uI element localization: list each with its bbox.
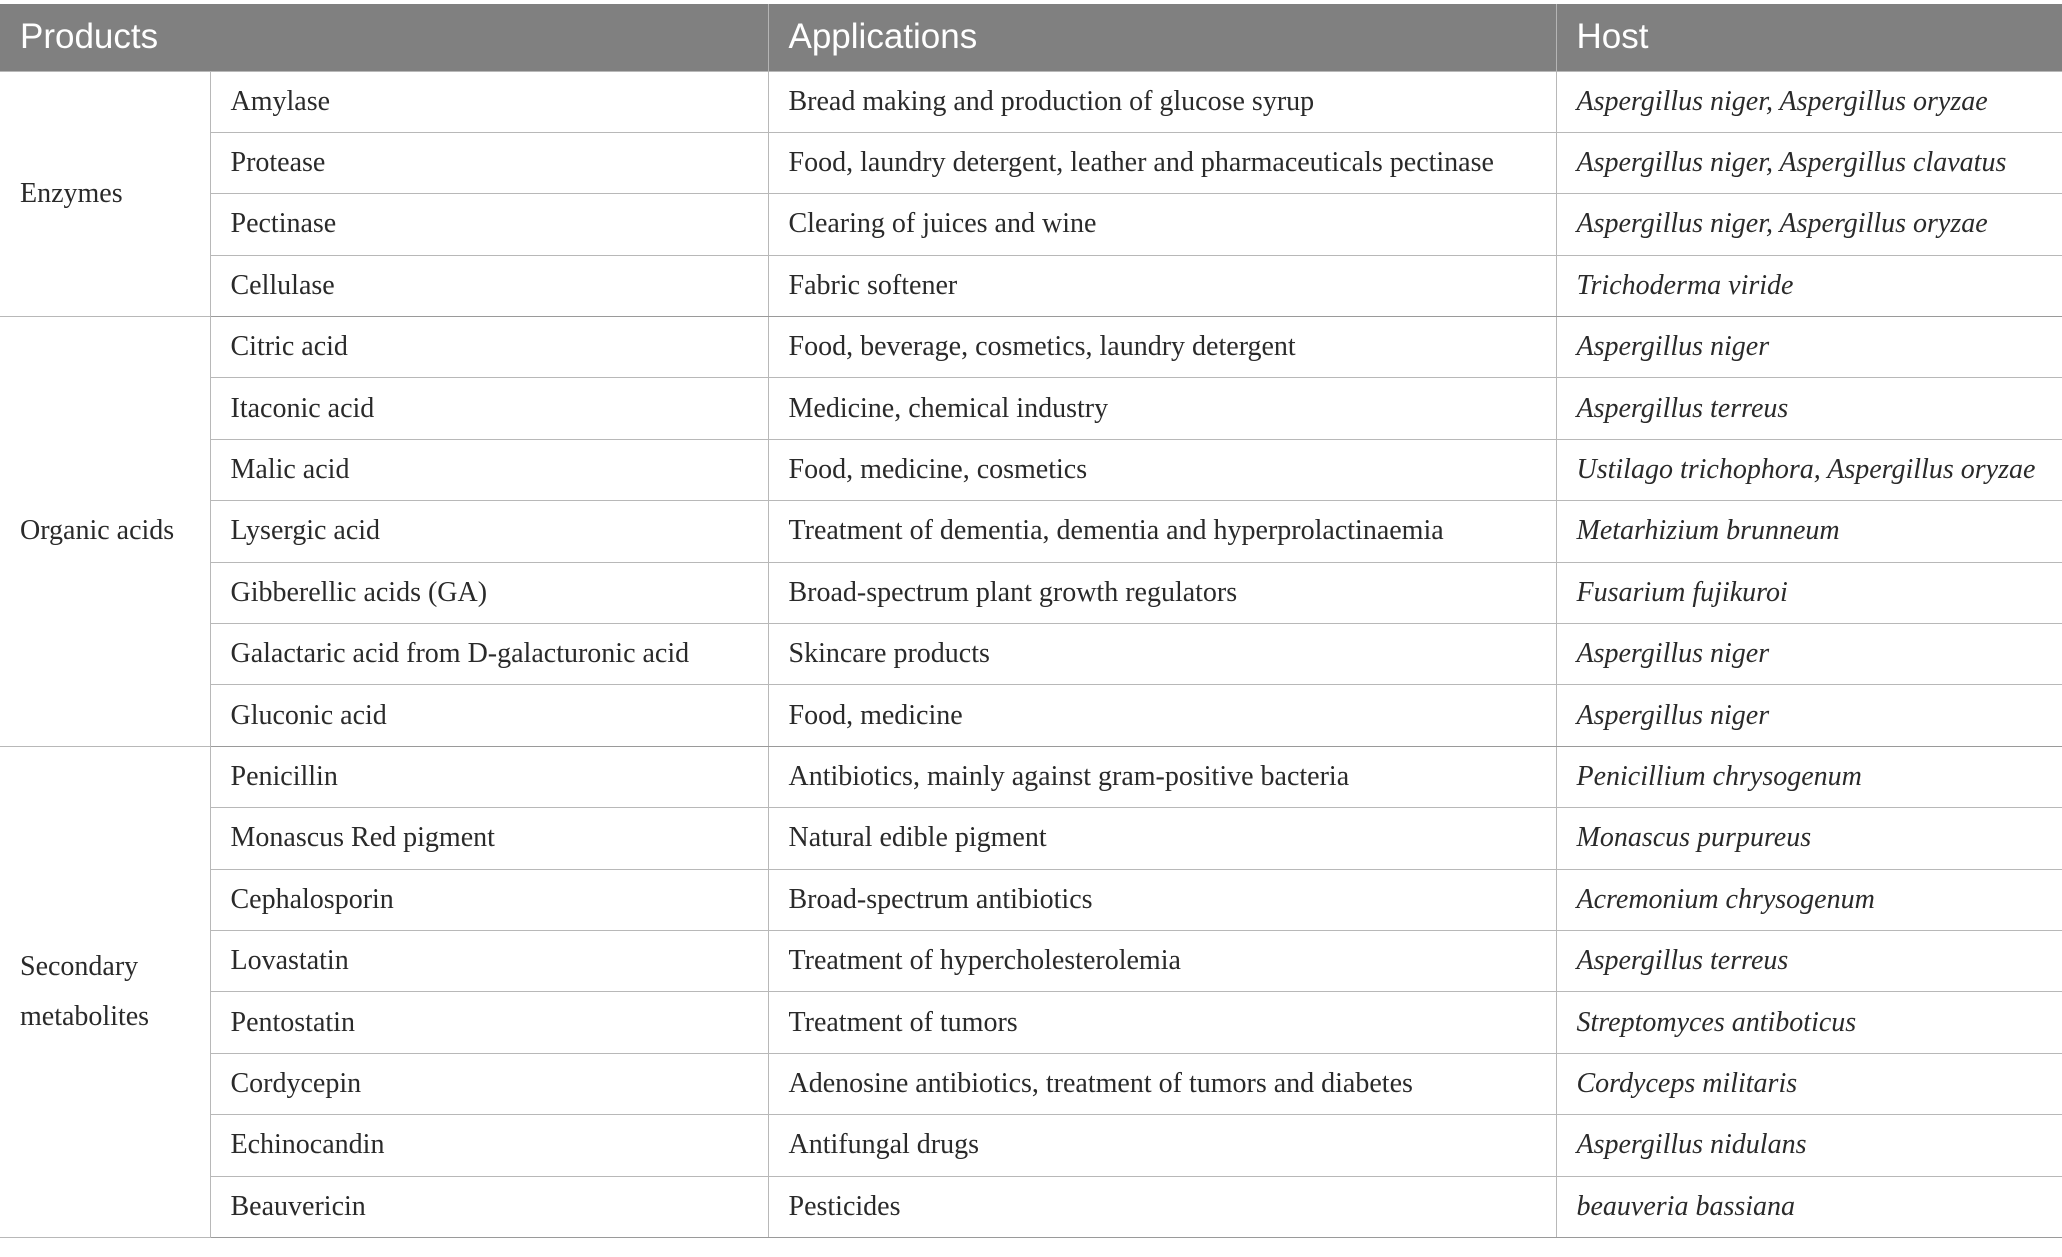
product-cell: Galactaric acid from D-galacturonic acid: [210, 624, 768, 685]
group-label: Secondary metabolites: [0, 746, 210, 1237]
product-cell: Pentostatin: [210, 992, 768, 1053]
header-row: [0, 4, 2062, 71]
table-row: [0, 1053, 2062, 1114]
host-cell: beauveria bassiana: [1556, 1176, 2062, 1237]
host-cell: Aspergillus niger: [1556, 624, 2062, 685]
product-cell: Malic acid: [210, 439, 768, 500]
product-cell: Pectinase: [210, 194, 768, 255]
product-cell: Cellulase: [210, 255, 768, 316]
application-cell: Food, medicine: [768, 685, 1556, 746]
application-cell: Treatment of dementia, dementia and hyperprolactinaemia: [768, 501, 1556, 562]
host-cell: Fusarium fujikuroi: [1556, 562, 2062, 623]
application-cell: Bread making and production of glucose syrup: [768, 71, 1556, 132]
application-cell: Food, beverage, cosmetics, laundry detergent: [768, 317, 1556, 378]
host-cell: Aspergillus niger, Aspergillus clavatus: [1556, 132, 2062, 193]
host-cell: Aspergillus niger, Aspergillus oryzae: [1556, 71, 2062, 132]
table-body: [0, 71, 2062, 1237]
host-cell: Aspergillus nidulans: [1556, 1115, 2062, 1176]
group-label: Enzymes: [0, 71, 210, 317]
product-cell: Beauvericin: [210, 1176, 768, 1237]
table-row: [0, 71, 2062, 132]
host-cell: Metarhizium brunneum: [1556, 501, 2062, 562]
host-cell: Monascus purpureus: [1556, 808, 2062, 869]
host-cell: Aspergillus niger, Aspergillus oryzae: [1556, 194, 2062, 255]
application-cell: Broad-spectrum antibiotics: [768, 869, 1556, 930]
group-label: Organic acids: [0, 317, 210, 747]
host-cell: Acremonium chrysogenum: [1556, 869, 2062, 930]
product-cell: Protease: [210, 132, 768, 193]
table-row: [0, 746, 2062, 807]
table-row: [0, 624, 2062, 685]
host-cell: Cordyceps militaris: [1556, 1053, 2062, 1114]
host-cell: Streptomyces antiboticus: [1556, 992, 2062, 1053]
application-cell: Treatment of hypercholesterolemia: [768, 930, 1556, 991]
table-row: [0, 685, 2062, 746]
application-cell: Medicine, chemical industry: [768, 378, 1556, 439]
product-cell: Citric acid: [210, 317, 768, 378]
application-cell: Treatment of tumors: [768, 992, 1556, 1053]
table-header: [0, 4, 2062, 71]
host-cell: Penicillium chrysogenum: [1556, 746, 2062, 807]
product-cell: Monascus Red pigment: [210, 808, 768, 869]
table-row: [0, 317, 2062, 378]
header-host: Host: [1556, 4, 2062, 71]
products-table-container: [0, 4, 2062, 1238]
host-cell: Ustilago trichophora, Aspergillus oryzae: [1556, 439, 2062, 500]
product-cell: Amylase: [210, 71, 768, 132]
product-cell: Lysergic acid: [210, 501, 768, 562]
host-cell: Trichoderma viride: [1556, 255, 2062, 316]
product-cell: Penicillin: [210, 746, 768, 807]
host-cell: Aspergillus terreus: [1556, 378, 2062, 439]
product-cell: Itaconic acid: [210, 378, 768, 439]
table-row: [0, 439, 2062, 500]
table-row: [0, 562, 2062, 623]
application-cell: Adenosine antibiotics, treatment of tumors and diabetes: [768, 1053, 1556, 1114]
header-products: Products: [0, 4, 768, 71]
table-row: [0, 992, 2062, 1053]
product-cell: Gluconic acid: [210, 685, 768, 746]
table-row: [0, 378, 2062, 439]
products-table: [0, 4, 2062, 1238]
product-cell: Lovastatin: [210, 930, 768, 991]
table-row: [0, 501, 2062, 562]
application-cell: Clearing of juices and wine: [768, 194, 1556, 255]
product-cell: Gibberellic acids (GA): [210, 562, 768, 623]
table-row: [0, 869, 2062, 930]
table-row: [0, 1176, 2062, 1237]
application-cell: Antifungal drugs: [768, 1115, 1556, 1176]
product-cell: Cordycepin: [210, 1053, 768, 1114]
application-cell: Antibiotics, mainly against gram-positive bacteria: [768, 746, 1556, 807]
product-cell: Echinocandin: [210, 1115, 768, 1176]
product-cell: Cephalosporin: [210, 869, 768, 930]
table-row: [0, 255, 2062, 316]
application-cell: Fabric softener: [768, 255, 1556, 316]
application-cell: Skincare products: [768, 624, 1556, 685]
host-cell: Aspergillus niger: [1556, 317, 2062, 378]
host-cell: Aspergillus terreus: [1556, 930, 2062, 991]
application-cell: Food, medicine, cosmetics: [768, 439, 1556, 500]
table-row: [0, 194, 2062, 255]
table-row: [0, 808, 2062, 869]
table-row: [0, 930, 2062, 991]
table-row: [0, 1115, 2062, 1176]
application-cell: Broad-spectrum plant growth regulators: [768, 562, 1556, 623]
host-cell: Aspergillus niger: [1556, 685, 2062, 746]
application-cell: Natural edible pigment: [768, 808, 1556, 869]
application-cell: Food, laundry detergent, leather and pharmaceuticals pectinase: [768, 132, 1556, 193]
header-applications: Applications: [768, 4, 1556, 71]
table-row: [0, 132, 2062, 193]
application-cell: Pesticides: [768, 1176, 1556, 1237]
